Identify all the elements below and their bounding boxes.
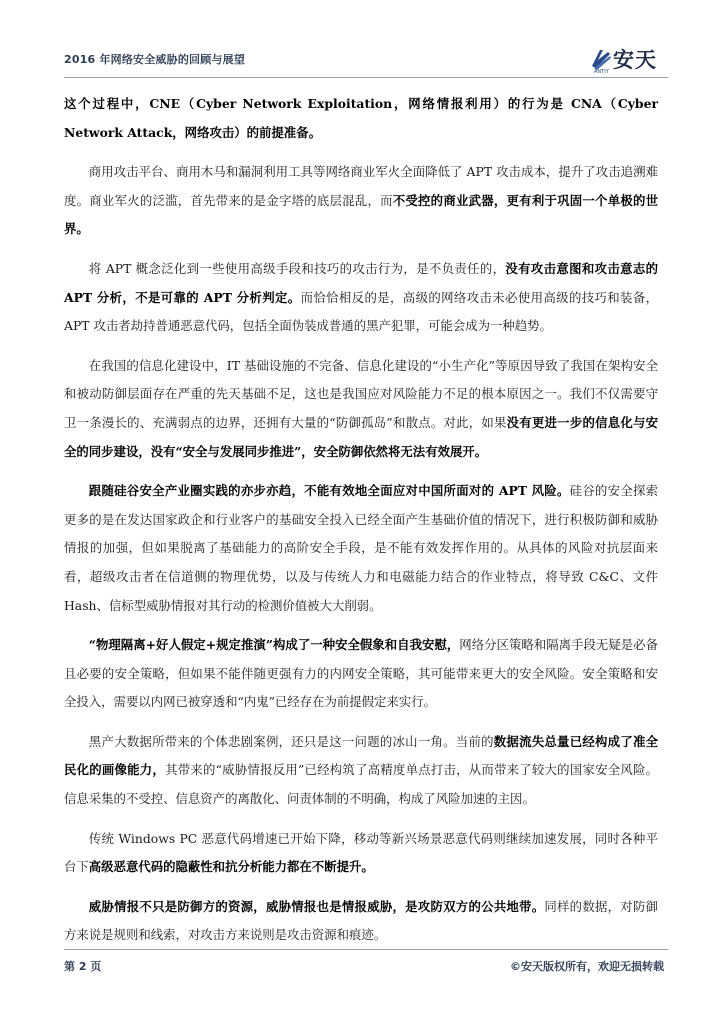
document-header-title: 2016 年网络安全威胁的回顾与展望 [64,53,246,66]
bold-text-segment: 威胁情报不只是防御方的资源，威胁情报也是情报威胁，是攻防双方的公共地带。 [88,898,545,914]
bold-text-segment: 这个过程中，CNE（Cyber Network Exploitation，网络情报利用）的行为是 CNA（Cyber Network Attack，网络攻击）的前提准备。 [64,96,658,140]
bold-text-segment: 高级恶意代码的隐蔽性和抗分析能力都在不断提升。 [88,859,374,875]
document-body [64,90,658,961]
bold-text-segment: 没有攻击意图和攻击意志的 APT 分析，不是可靠的 APT 分析判定。 [64,260,658,305]
text-segment: 网络分区策略和隔离手段无疑是必备且必要的安全策略，但如果不能伴随更强有力的内网安全策略，其可能带来更大的安全风险。安全策略和安全投入，需要以内网已被穿透和“内鬼”已经存在为前提假定来实行。 [64,637,658,710]
text-segment: 传统 Windows PC 恶意代码增速已开始下降，移动等新兴场景恶意代码则继续加速发展，同时各种平台下 [64,830,658,875]
text-segment: 其带来的“威胁情报反用”已经构筑了高精度单点打击，从而带来了较大的国家安全风险。信息采集的不受控、信息资产的离散化、问责体制的不明确，构成了风险加速的主因。 [64,762,659,807]
body-paragraph [64,255,658,341]
body-paragraph [64,825,658,882]
footer-divider [64,949,668,950]
logo-subtext: ANTIY [594,69,609,74]
bold-text-segment: 不受控的商业武器，更有利于巩固一个单极的世界。 [64,192,659,237]
bold-text-segment: “物理隔离+好人假定+规定推演”构成了一种安全假象和自我安慰， [88,637,460,653]
text-segment: 而恰恰相反的是，高级的网络攻击未必使用高级的技巧和装备，APT 攻击者劫持普通恶意代码，包括全面伪装成普通的黑产犯罪，可能会成为一种趋势。 [64,289,659,334]
text-segment: 将 APT 概念泛化到一些使用高级手段和技巧的攻击行为，是不负责任的， [88,260,506,276]
bold-text-segment: 没有更进一步的信息化与安全的同步建设，没有“安全与发展同步推进”，安全防御依然将无法有效展开。 [64,414,659,459]
text-segment: 商用攻击平台、商用木马和漏洞利用工具等网络商业军火全面降低了 APT 攻击成本，提升了攻击追溯难度。商业军火的泛滥，首先带来的是金字塔的底层混乱，而 [64,164,658,208]
body-paragraph [64,90,658,147]
bold-text-segment: 数据流失总量已经构成了准全民化的画像能力， [64,733,659,778]
body-paragraph [64,158,658,244]
logo-text: 安天 [613,48,657,72]
text-segment: 同样的数据，对防御方来说是规则和线索，对攻击方来说则是攻击资源和痕迹。 [64,898,659,943]
body-paragraph [64,728,658,814]
page-number: 第 2 页 [64,960,102,973]
text-segment: 在我国的信息化建设中，IT 基础设施的不完备、信息化建设的“小生产化”等原因导致了我国在架构安全和被动防御层面存在严重的先天基础不足，这也是我国应对风险能力不足的根本原因之一。我们不仅需要守卫一条漫长的、充满弱点的边界，还拥有大量的“防御孤岛”和散点。对此，如果 [64,357,658,430]
bold-text-segment: 跟随硅谷安全产业圈实践的亦步亦趋，不能有效地全面应对中国所面对的 APT 风险。 [88,483,570,499]
text-segment: 黑产大数据所带来的个体悲剧案例，还只是这一问题的冰山一角。当前的 [88,733,494,749]
header-divider [64,77,668,78]
body-paragraph [64,631,658,717]
body-paragraph [64,352,658,466]
body-paragraph [64,477,658,620]
copyright-notice: ©安天版权所有，欢迎无损转载 [510,960,664,973]
body-paragraph [64,893,658,950]
text-segment: 硅谷的安全探索更多的是在发达国家政企和行业客户的基础安全投入已经全面产生基础价值的情况下，进行积极防御和威胁情报的加强，但如果脱离了基础能力的高阶安全手段，是不能有效发挥作用的。从具体的风险对抗层面来看，超级攻击者在信道侧的物理优势，以及与传统人力和电磁能力结合的作业特点，将导致 C&C、文件 Hash、信标型威胁情报对其行动的检测价值被大大削弱。 [64,483,659,613]
